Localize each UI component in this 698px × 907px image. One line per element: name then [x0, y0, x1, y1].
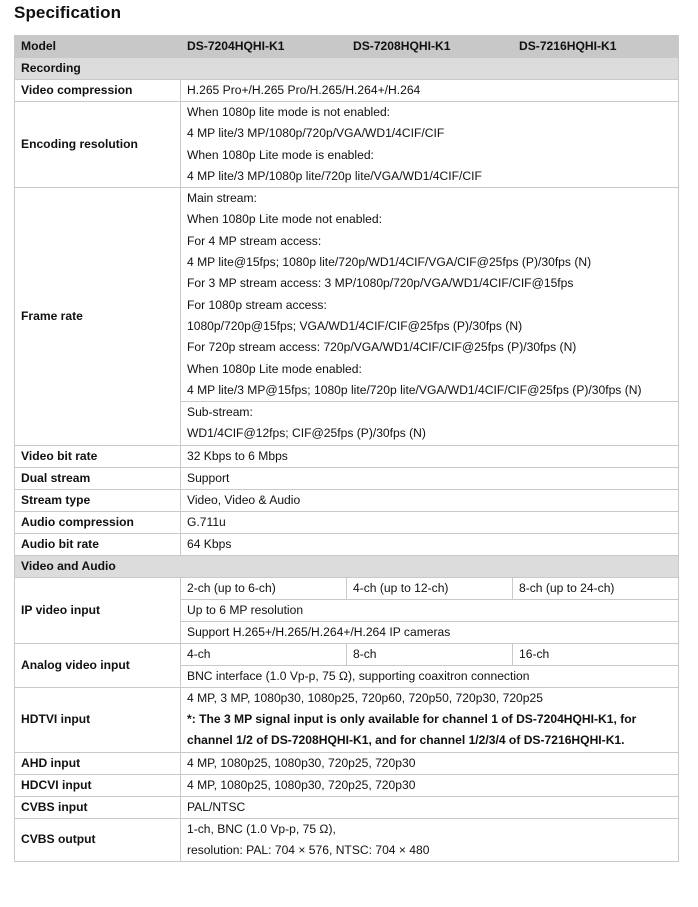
- spec-label: Video compression: [15, 80, 181, 102]
- spec-label: Encoding resolution: [15, 102, 181, 188]
- spec-line: For 3 MP stream access: 3 MP/1080p/720p/VGA/WD1/4CIF/CIF@15fps: [187, 276, 574, 291]
- spec-row: [15, 188, 679, 402]
- channel-cell: 8-ch: [347, 643, 513, 665]
- spec-label: HDCVI input: [15, 774, 181, 796]
- spec-line: For 4 MP stream access:: [187, 233, 322, 248]
- spec-value: Up to 6 MP resolution: [181, 599, 679, 621]
- spec-value: 4 MP, 1080p25, 1080p30, 720p25, 720p30: [181, 752, 679, 774]
- spec-label: CVBS input: [15, 796, 181, 818]
- spec-value: [181, 687, 679, 752]
- model-name: DS-7216HQHI-K1: [513, 36, 679, 58]
- spec-line: Main stream:: [187, 191, 257, 206]
- spec-label: HDTVI input: [15, 687, 181, 752]
- spec-label: CVBS output: [15, 818, 181, 862]
- spec-value: H.265 Pro+/H.265 Pro/H.265/H.264+/H.264: [181, 80, 679, 102]
- spec-row: [15, 752, 679, 774]
- spec-row: [15, 818, 679, 862]
- spec-table: [14, 35, 679, 862]
- spec-line: resolution: PAL: 704 × 576, NTSC: 704 × 480: [187, 842, 430, 857]
- spec-value: G.711u: [181, 511, 679, 533]
- spec-row: [15, 643, 679, 665]
- section-title: Recording: [15, 58, 679, 80]
- spec-note: *: The 3 MP signal input is only available for channel 1 of DS-7204HQHI-K1, for channel 1/2 of DS-7208HQHI-K1, and for channel 1/2/3/4 of DS-7216HQHI-K1.: [187, 712, 637, 748]
- spec-row: [15, 489, 679, 511]
- spec-line: 4 MP lite@15fps; 1080p lite/720p/WD1/4CIF/VGA/CIF@25fps (P)/30fps (N): [187, 255, 592, 270]
- model-header-row: [15, 36, 679, 58]
- spec-value: 4 MP, 1080p25, 1080p30, 720p25, 720p30: [181, 774, 679, 796]
- channel-cell: 2-ch (up to 6-ch): [181, 577, 347, 599]
- section-title: Video and Audio: [15, 555, 679, 577]
- model-name: DS-7208HQHI-K1: [347, 36, 513, 58]
- spec-line: 1-ch, BNC (1.0 Vp-p, 75 Ω),: [187, 821, 336, 836]
- spec-label: Frame rate: [15, 188, 181, 446]
- spec-row: [15, 533, 679, 555]
- spec-value: [181, 188, 679, 402]
- spec-line: For 720p stream access: 720p/VGA/WD1/4CIF/CIF@25fps (P)/30fps (N): [187, 340, 577, 355]
- spec-line: 4 MP lite/3 MP/1080p lite/720p lite/VGA/WD1/4CIF/CIF: [187, 168, 482, 183]
- spec-label: Audio compression: [15, 511, 181, 533]
- spec-line: When 1080p lite mode is not enabled:: [187, 105, 391, 119]
- spec-row: [15, 445, 679, 467]
- spec-line: Sub-stream:: [187, 405, 253, 420]
- spec-value: Video, Video & Audio: [181, 489, 679, 511]
- spec-line: 4 MP lite/3 MP@15fps; 1080p lite/720p lite/VGA/WD1/4CIF/CIF@25fps (P)/30fps (N): [187, 382, 642, 397]
- spec-label: Dual stream: [15, 467, 181, 489]
- model-label: Model: [15, 36, 181, 58]
- spec-line: When 1080p Lite mode enabled:: [187, 361, 362, 376]
- spec-line: WD1/4CIF@12fps; CIF@25fps (P)/30fps (N): [187, 426, 426, 441]
- spec-value: BNC interface (1.0 Vp-p, 75 Ω), supporting coaxitron connection: [181, 665, 679, 687]
- spec-line: When 1080p Lite mode is enabled:: [187, 147, 374, 162]
- spec-value: PAL/NTSC: [181, 796, 679, 818]
- spec-line: 1080p/720p@15fps; VGA/WD1/4CIF/CIF@25fps (P)/30fps (N): [187, 318, 523, 333]
- channel-cell: 16-ch: [513, 643, 679, 665]
- model-name: DS-7204HQHI-K1: [181, 36, 347, 58]
- channel-cell: 4-ch (up to 12-ch): [347, 577, 513, 599]
- spec-row: [15, 467, 679, 489]
- spec-label: Analog video input: [15, 643, 181, 687]
- spec-value: 32 Kbps to 6 Mbps: [181, 445, 679, 467]
- spec-line: When 1080p Lite mode not enabled:: [187, 212, 382, 227]
- spec-row: [15, 796, 679, 818]
- spec-value: 64 Kbps: [181, 533, 679, 555]
- spec-row: [15, 511, 679, 533]
- spec-label: Audio bit rate: [15, 533, 181, 555]
- spec-value: Support: [181, 467, 679, 489]
- page-title: Specification: [14, 3, 122, 22]
- spec-row: [15, 80, 679, 102]
- section-row-recording: [15, 58, 679, 80]
- spec-line: For 1080p stream access:: [187, 297, 327, 312]
- spec-label: Video bit rate: [15, 445, 181, 467]
- spec-value: [181, 818, 679, 862]
- spec-row: [15, 102, 679, 188]
- spec-row: [15, 577, 679, 599]
- channel-cell: 4-ch: [181, 643, 347, 665]
- spec-label: IP video input: [15, 577, 181, 643]
- spec-value: [181, 102, 679, 188]
- channel-cell: 8-ch (up to 24-ch): [513, 577, 679, 599]
- spec-label: AHD input: [15, 752, 181, 774]
- spec-value: [181, 402, 679, 446]
- spec-value: Support H.265+/H.265/H.264+/H.264 IP cameras: [181, 621, 679, 643]
- spec-line: 4 MP, 3 MP, 1080p30, 1080p25, 720p60, 720p50, 720p30, 720p25: [187, 690, 543, 705]
- spec-label: Stream type: [15, 489, 181, 511]
- spec-row: [15, 774, 679, 796]
- spec-row: [15, 687, 679, 752]
- spec-line: 4 MP lite/3 MP/1080p/720p/VGA/WD1/4CIF/CIF: [187, 126, 445, 141]
- section-row-video-audio: [15, 555, 679, 577]
